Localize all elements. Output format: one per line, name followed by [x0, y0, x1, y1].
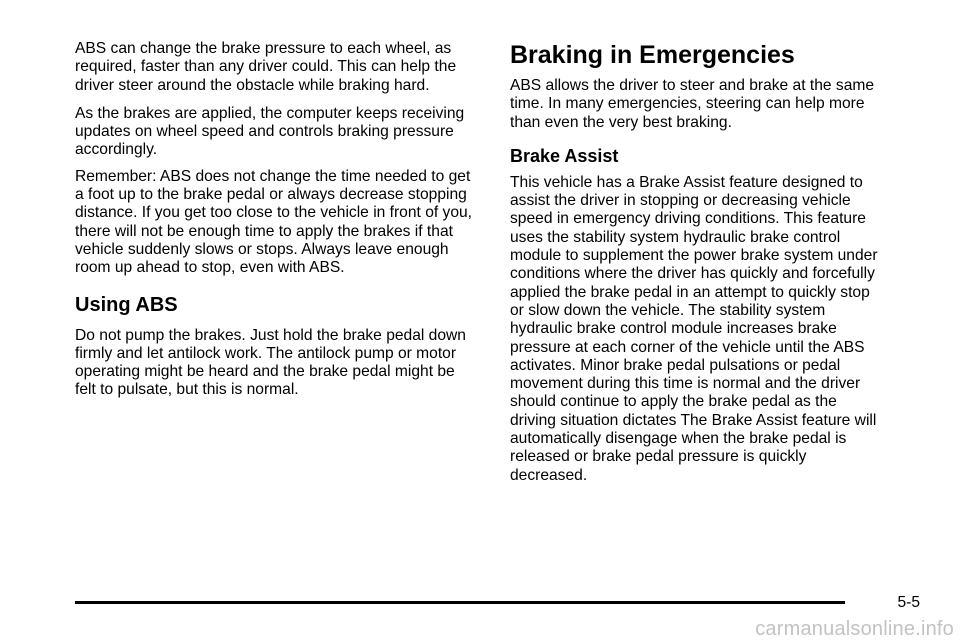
section-heading-braking-in-emergencies: Braking in Emergencies: [510, 41, 795, 69]
left-column: [75, 40, 477, 410]
body-paragraph: Do not pump the brakes. Just hold the brake pedal down firmly and let antilock work. The antilock pump or motor operating might be heard and the brake pedal might be felt to pulsate, but this is normal.: [75, 326, 466, 399]
page-number: 5-5: [897, 594, 920, 611]
subheading-brake-assist: Brake Assist: [510, 145, 619, 166]
body-paragraph: Remember: ABS does not change the time needed to get a foot up to the brake pedal or always decrease stopping distance. If you get too close to the vehicle in front of you, there will not be enough time to apply the brakes if that vehicle suddenly slows or stops. Always leave enough room up ahead to stop, even with ABS.: [75, 167, 473, 277]
body-paragraph: As the brakes are applied, the computer keeps receiving updates on wheel speed and controls braking pressure accordingly.: [75, 104, 465, 159]
footer-rule: [75, 601, 845, 604]
section-heading-using-abs: Using ABS: [75, 293, 178, 316]
right-column: [510, 40, 885, 495]
body-paragraph: ABS allows the driver to steer and brake at the same time. In many emergencies, steering can help more than even the very best braking.: [510, 77, 875, 131]
watermark-text: carmanualsonline.info: [755, 618, 954, 640]
body-paragraph: ABS can change the brake pressure to each wheel, as required, faster than any driver could. This can help the driver steer around the obstacle while braking hard.: [75, 40, 457, 94]
body-paragraph: This vehicle has a Brake Assist feature designed to assist the driver in stopping or decreasing vehicle speed in emergency driving conditions. This feature uses the stability system hydraulic brake control module to supplement the power brake system under conditions where the driver has quickly and forcefully applied the brake pedal in an attempt to quickly stop or slow down the vehicle. The stability system hydraulic brake control module increases brake pressure at each corner of the vehicle until the ABS activates. Minor brake pedal pulsations or pedal movement during this time is normal and the driver should continue to apply the brake pedal as the driving situation dictates The Brake Assist feature will automatically disengage when the brake pedal is released or brake pedal pressure is quickly decreased.: [510, 173, 878, 484]
